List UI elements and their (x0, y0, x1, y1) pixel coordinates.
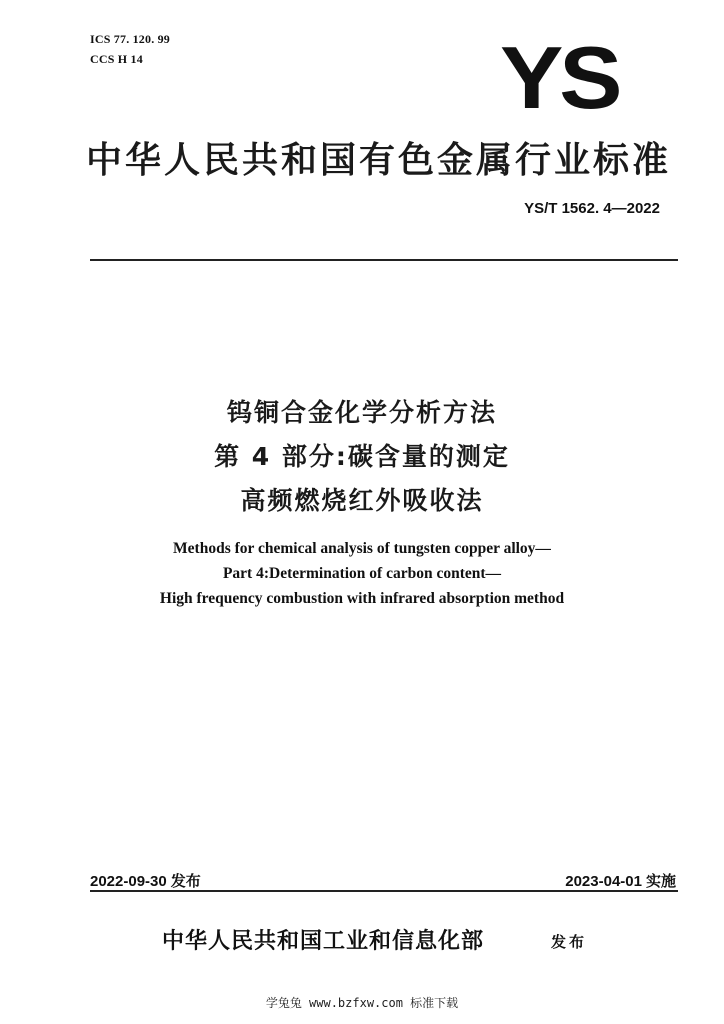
issue-date: 2022-09-30 (90, 873, 167, 890)
issue-date-line (90, 870, 201, 891)
chinese-title-line-2: 第 4 部分:碳含量的测定 (214, 442, 510, 471)
ics-code: ICS 77. 120. 99 (90, 32, 171, 46)
chinese-title-line-3: 高频燃烧红外吸收法 (240, 486, 484, 515)
standard-number: YS/T 1562. 4—2022 (524, 200, 660, 217)
issue-label: 发布 (170, 872, 201, 890)
ccs-code: CCS H 14 (90, 52, 143, 66)
english-title-line-1: Methods for chemical analysis of tungsten copper alloy— (173, 540, 551, 557)
footer-watermark-text: 学兔兔 www.bzfxw.com 标准下载 (265, 996, 459, 1010)
english-title-line-2: Part 4:Determination of carbon content— (222, 565, 502, 582)
industry-standard-title: 中华人民共和国有色金属行业标准 (86, 140, 672, 181)
issuing-action: 发布 (551, 933, 588, 951)
english-title-line-3: High frequency combustion with infrared absorption method (159, 590, 565, 607)
ys-logo: YS (500, 28, 619, 127)
implementation-label: 实施 (645, 872, 676, 890)
implementation-date-line (565, 870, 676, 891)
implementation-date: 2023-04-01 (565, 873, 642, 890)
issuing-authority: 中华人民共和国工业和信息化部 (162, 929, 485, 954)
top-divider (90, 259, 678, 261)
bottom-divider (90, 890, 678, 892)
chinese-title-line-1: 钨铜合金化学分析方法 (226, 398, 497, 427)
